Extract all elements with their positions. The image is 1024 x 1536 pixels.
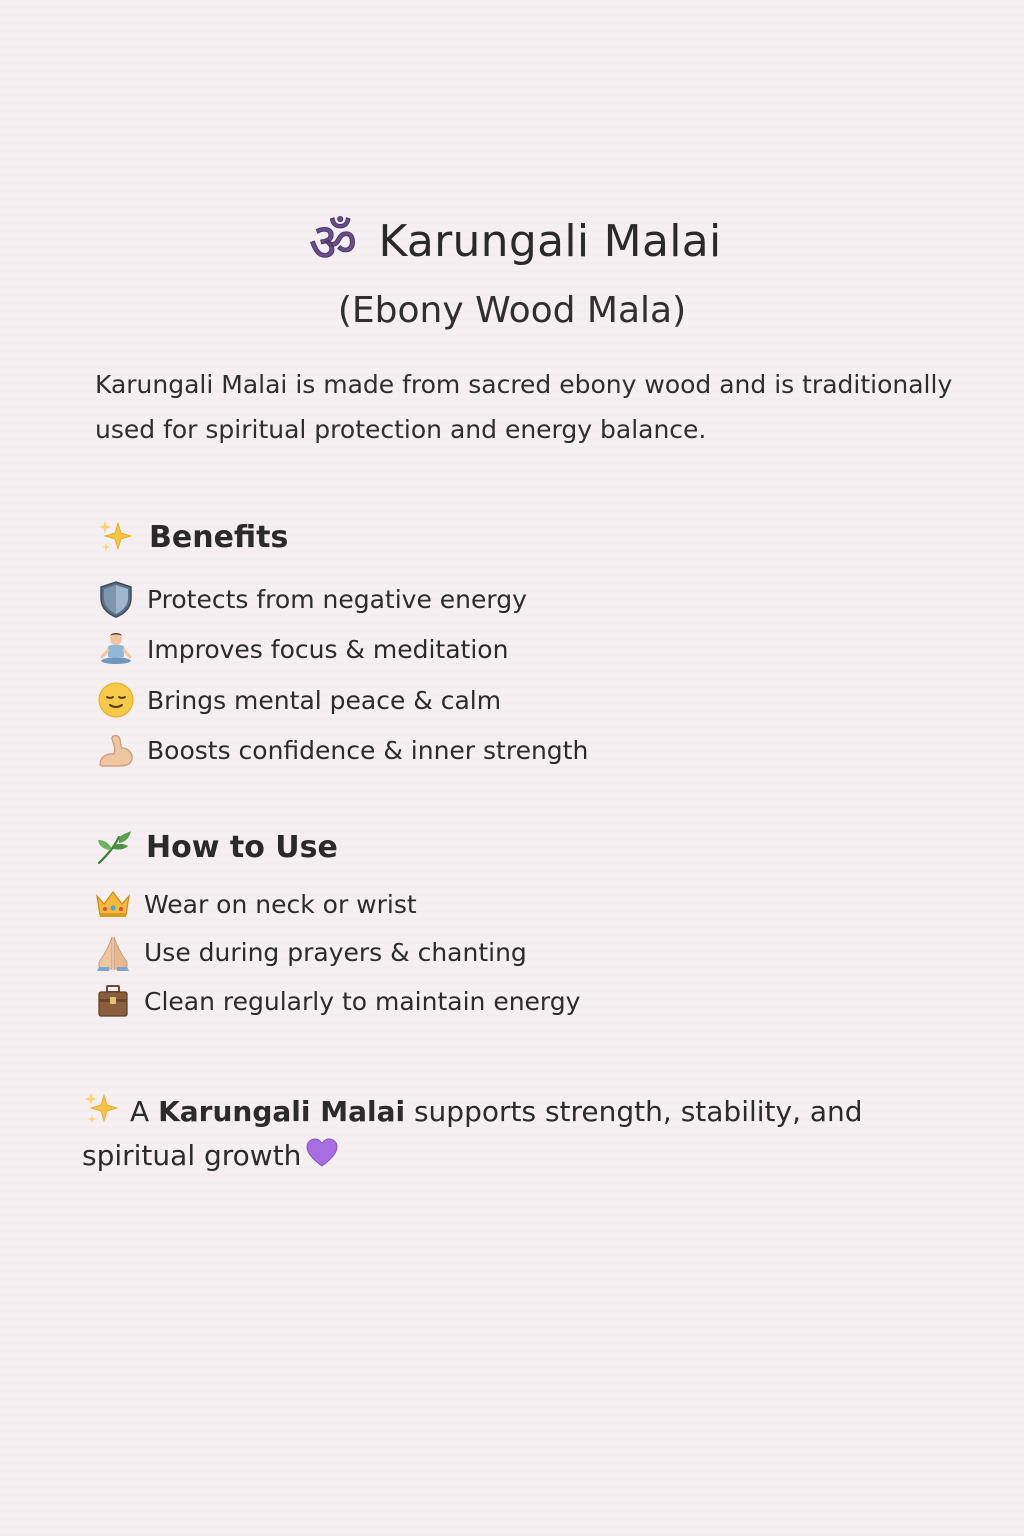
sparkles-icon xyxy=(82,1089,122,1129)
svg-text:ॐ: ॐ xyxy=(309,212,358,272)
title-block xyxy=(0,210,1024,331)
relieved-face-icon xyxy=(95,679,137,721)
sparkles-icon xyxy=(95,516,137,558)
shield-icon xyxy=(95,578,137,620)
list-item-label: Wear on neck or wrist xyxy=(144,889,417,919)
list-item xyxy=(95,625,588,676)
how-to-use-heading-label: How to Use xyxy=(146,829,338,865)
closing-suffix: supports strength, stability, and spiritual growth xyxy=(82,1095,863,1172)
list-item-label: Boosts confidence & inner strength xyxy=(147,736,589,766)
list-item xyxy=(92,977,580,1026)
list-item xyxy=(92,929,580,978)
list-item xyxy=(95,726,588,777)
list-item-label: Brings mental peace & calm xyxy=(147,685,502,715)
purple-heart-icon xyxy=(305,1137,339,1169)
crown-icon xyxy=(92,883,134,925)
closing-bold: Karungali Malai xyxy=(158,1095,406,1128)
list-item-label: Use during prayers & chanting xyxy=(144,938,527,968)
list-item-label: Improves focus & meditation xyxy=(147,635,509,665)
page-title: Karungali Malai xyxy=(378,215,722,267)
folded-hands-icon xyxy=(92,932,134,974)
list-item xyxy=(92,880,580,929)
how-to-use-heading xyxy=(92,826,338,868)
om-icon xyxy=(302,210,364,272)
flexed-biceps-icon xyxy=(95,730,137,772)
closing-statement xyxy=(82,1090,942,1178)
benefits-list xyxy=(95,574,588,776)
closing-prefix: A xyxy=(130,1095,150,1128)
how-to-use-list xyxy=(92,880,580,1026)
herb-icon xyxy=(92,826,134,868)
intro-paragraph: Karungali Malai is made from sacred ebony wood and is traditionally used for spiritual protection and energy balance. xyxy=(95,370,953,444)
list-item-label: Protects from negative energy xyxy=(147,584,527,614)
box-icon xyxy=(92,980,134,1022)
page-subtitle: (Ebony Wood Mala) xyxy=(337,290,687,331)
benefits-heading xyxy=(95,516,288,558)
list-item xyxy=(95,675,588,726)
title-line xyxy=(302,210,721,272)
benefits-heading-label: Benefits xyxy=(149,519,289,555)
meditating-person-icon xyxy=(95,629,137,671)
list-item-label: Clean regularly to maintain energy xyxy=(144,986,581,1016)
list-item xyxy=(95,574,588,625)
